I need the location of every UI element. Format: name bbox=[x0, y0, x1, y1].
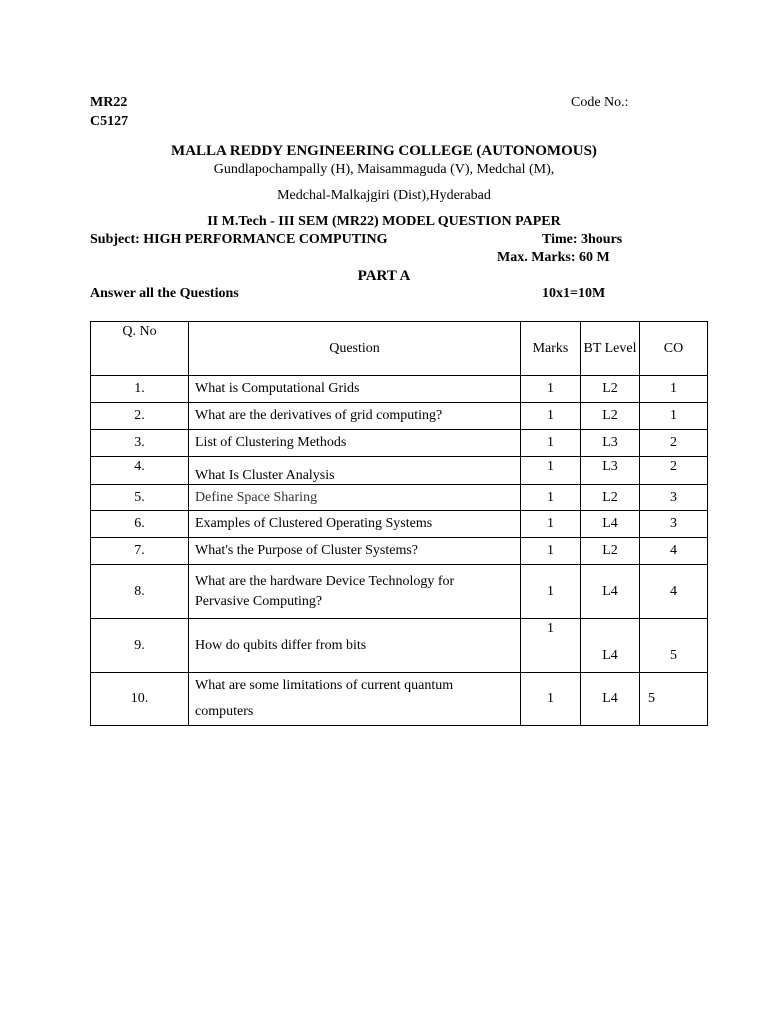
college-address-line2: Medchal-Malkajgiri (Dist),Hyderabad bbox=[277, 188, 491, 203]
table-row bbox=[91, 565, 708, 619]
question-number: 7. bbox=[91, 538, 189, 565]
question-number: 2. bbox=[91, 403, 189, 430]
table-row bbox=[91, 538, 708, 565]
question-co: 5 bbox=[640, 619, 708, 673]
question-text-line1: What are the hardware Device Technology for bbox=[195, 573, 455, 589]
part-heading: PART A bbox=[357, 268, 411, 284]
table-row bbox=[91, 485, 708, 511]
question-co: 2 bbox=[640, 457, 708, 485]
subject-line: Subject: HIGH PERFORMANCE COMPUTING bbox=[90, 232, 388, 247]
question-bt-level: L4 bbox=[581, 619, 640, 673]
table-header-row bbox=[91, 322, 708, 376]
header-bt-level: BT Level bbox=[581, 322, 640, 376]
question-number: 10. bbox=[91, 673, 189, 726]
question-bt-level: L3 bbox=[581, 430, 640, 457]
table-row bbox=[91, 673, 708, 726]
question-bt-level: L3 bbox=[581, 457, 640, 485]
question-text: What is Computational Grids bbox=[189, 376, 521, 403]
question-marks: 1 bbox=[521, 673, 581, 726]
question-text bbox=[189, 673, 521, 726]
question-co: 5 bbox=[640, 673, 708, 726]
question-number: 1. bbox=[91, 376, 189, 403]
question-number: 9. bbox=[91, 619, 189, 673]
question-number: 6. bbox=[91, 511, 189, 538]
question-co: 1 bbox=[640, 376, 708, 403]
question-text-line1: What are some limitations of current quantum bbox=[195, 678, 454, 693]
table-row bbox=[91, 619, 708, 673]
question-bt-level: L4 bbox=[581, 565, 640, 619]
exam-title: II M.Tech - III SEM (MR22) MODEL QUESTION PAPER bbox=[207, 214, 561, 229]
question-co: 4 bbox=[640, 538, 708, 565]
question-number: 5. bbox=[91, 485, 189, 511]
exam-time: Time: 3hours bbox=[542, 232, 623, 247]
instruction: Answer all the Questions bbox=[90, 286, 239, 301]
question-marks: 1 bbox=[521, 485, 581, 511]
question-text-line2: computers bbox=[195, 704, 254, 719]
max-marks: Max. Marks: 60 M bbox=[497, 250, 610, 265]
regulation-code: MR22 bbox=[90, 95, 128, 110]
question-marks: 1 bbox=[521, 457, 581, 485]
table-row bbox=[91, 457, 708, 485]
header-question: Question bbox=[189, 322, 521, 376]
code-no-label: Code No.: bbox=[571, 95, 629, 110]
question-text: List of Clustering Methods bbox=[189, 430, 521, 457]
question-number: 4. bbox=[91, 457, 189, 485]
table-row bbox=[91, 376, 708, 403]
question-marks: 1 bbox=[521, 511, 581, 538]
question-marks: 1 bbox=[521, 376, 581, 403]
college-address-line1: Gundlapochampally (H), Maisammaguda (V), Medchal (M), bbox=[213, 162, 555, 177]
question-co: 3 bbox=[640, 511, 708, 538]
question-text: How do qubits differ from bits bbox=[189, 619, 521, 673]
question-text: What Is Cluster Analysis bbox=[189, 457, 521, 485]
question-marks: 1 bbox=[521, 565, 581, 619]
question-text: What's the Purpose of Cluster Systems? bbox=[189, 538, 521, 565]
header-marks: Marks bbox=[521, 322, 581, 376]
marks-scheme: 10x1=10M bbox=[542, 286, 606, 301]
question-bt-level: L2 bbox=[581, 403, 640, 430]
question-text: Define Space Sharing bbox=[189, 485, 521, 511]
paper-code: C5127 bbox=[90, 114, 129, 129]
question-bt-level: L2 bbox=[581, 485, 640, 511]
question-co: 3 bbox=[640, 485, 708, 511]
question-text bbox=[189, 565, 521, 619]
question-marks: 1 bbox=[521, 403, 581, 430]
question-marks: 1 bbox=[521, 430, 581, 457]
question-bt-level: L2 bbox=[581, 376, 640, 403]
question-text-line2: Pervasive Computing? bbox=[195, 593, 323, 609]
college-name: MALLA REDDY ENGINEERING COLLEGE (AUTONOMOUS) bbox=[171, 143, 597, 159]
question-bt-level: L2 bbox=[581, 538, 640, 565]
question-text: What are the derivatives of grid computing? bbox=[189, 403, 521, 430]
table-row bbox=[91, 430, 708, 457]
question-number: 3. bbox=[91, 430, 189, 457]
question-marks: 1 bbox=[521, 619, 581, 673]
header-qno: Q. No bbox=[91, 322, 189, 376]
table-row bbox=[91, 511, 708, 538]
question-table bbox=[90, 321, 708, 726]
question-co: 4 bbox=[640, 565, 708, 619]
question-co: 1 bbox=[640, 403, 708, 430]
question-bt-level: L4 bbox=[581, 673, 640, 726]
question-text: Examples of Clustered Operating Systems bbox=[189, 511, 521, 538]
header-co: CO bbox=[640, 322, 708, 376]
table-row bbox=[91, 403, 708, 430]
question-co: 2 bbox=[640, 430, 708, 457]
question-number: 8. bbox=[91, 565, 189, 619]
question-marks: 1 bbox=[521, 538, 581, 565]
question-bt-level: L4 bbox=[581, 511, 640, 538]
